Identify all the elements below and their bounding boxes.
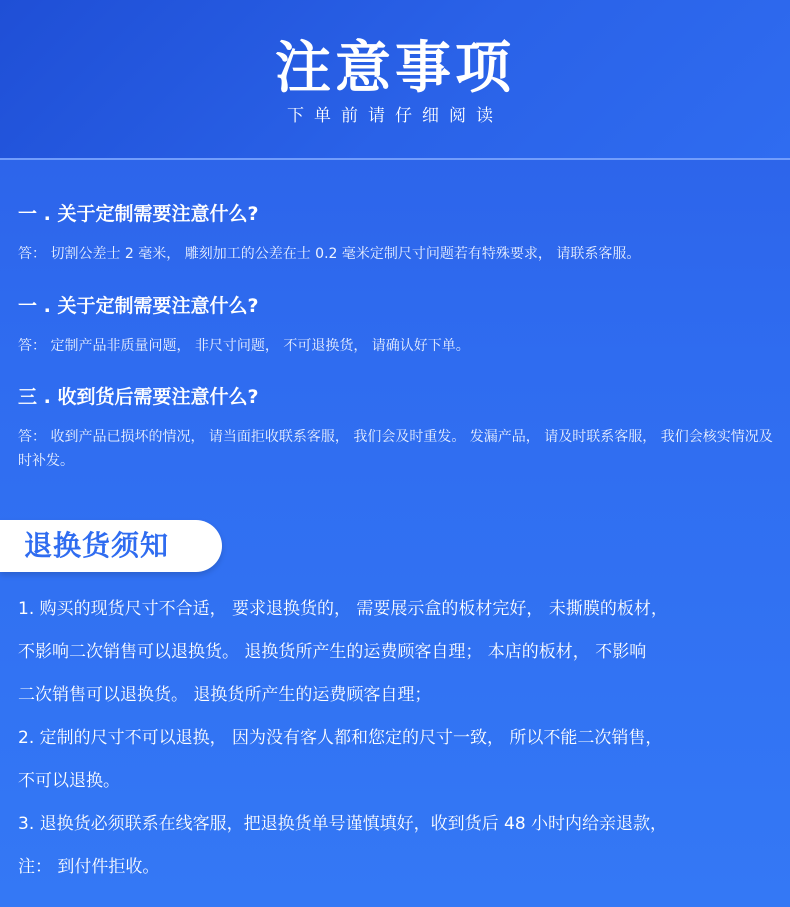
faq-item — [18, 200, 778, 266]
faq-question: 一 . 关于定制需要注意什么? — [18, 203, 259, 225]
policy-line: 1. 购买的现货尺寸不合适， 要求退换货的， 需要展示盒的板材完好， 未撕膜的板材， — [18, 599, 668, 619]
policy-line: 3. 退换货必须联系在线客服，把退换货单号谨慎填好，收到货后 48 小时内给亲退款， — [18, 814, 668, 834]
policy-line: 不影响二次销售可以退换货。 退换货所产生的运费顾客自理； 本店的板材， 不影响 — [18, 642, 647, 662]
return-policy-text — [18, 588, 780, 889]
faq-question: 三 . 收到货后需要注意什么? — [18, 386, 259, 408]
header-banner — [0, 0, 790, 158]
policy-line: 二次销售可以退换货。 退换货所产生的运费顾客自理； — [18, 685, 432, 705]
policy-line: 不可以退换。 — [18, 771, 120, 791]
page-title: 注意事项 — [275, 36, 515, 101]
return-policy-badge — [0, 520, 222, 572]
policy-line: 注： 到付件拒收。 — [18, 857, 160, 877]
policy-line: 2. 定制的尺寸不可以退换， 因为没有客人都和您定的尺寸一致， 所以不能二次销售， — [18, 728, 663, 748]
faq-answer: 答： 收到产品已损坏的情况， 请当面拒收联系客服， 我们会及时重发。 发漏产品， 请及时联系客服， 我们会核实情况及时补发。 — [18, 429, 773, 469]
return-policy-title: 退换货须知 — [24, 529, 170, 562]
page-subtitle: 下单前请仔细阅读 — [287, 106, 503, 126]
faq-item — [18, 292, 778, 358]
faq-item — [18, 383, 778, 473]
faq-answer: 答： 定制产品非质量问题， 非尺寸问题， 不可退换货， 请确认好下单。 — [18, 338, 470, 354]
header-divider — [0, 158, 790, 160]
faq-answer: 答： 切割公差士 2 毫米， 雕刻加工的公差在士 0.2 毫米定制尺寸问题若有特殊要求， 请联系客服。 — [18, 246, 641, 262]
faq-question: 一 . 关于定制需要注意什么? — [18, 295, 259, 317]
